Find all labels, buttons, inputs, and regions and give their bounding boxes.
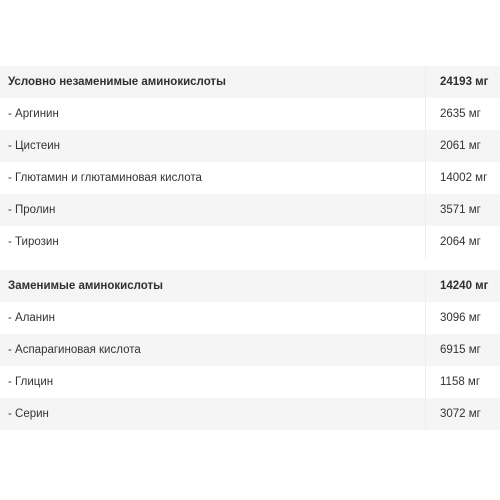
- amino-acid-name: - Тирозин: [0, 226, 426, 258]
- amino-acid-value: 2635 мг: [440, 108, 481, 120]
- section-title: Заменимые аминокислоты: [0, 270, 426, 302]
- section-nonessential: [0, 270, 500, 430]
- section-header-row: [0, 270, 500, 302]
- table-row: [0, 98, 500, 130]
- amino-acid-value: 6915 мг: [440, 344, 481, 356]
- amino-acid-value: 2061 мг: [440, 140, 481, 152]
- section-header-row: [0, 66, 500, 98]
- section-total: 24193 мг: [440, 76, 489, 88]
- table-row: [0, 226, 500, 258]
- amino-acid-name: - Аргинин: [0, 98, 426, 130]
- table-row: [0, 130, 500, 162]
- table-row: [0, 398, 500, 430]
- amino-acid-name: - Серин: [0, 398, 426, 430]
- amino-acid-name: - Пролин: [0, 194, 426, 226]
- amino-acid-value: 14002 мг: [440, 172, 488, 184]
- amino-acid-value: 1158 мг: [440, 376, 481, 388]
- amino-acid-name: - Аспарагиновая кислота: [0, 334, 426, 366]
- amino-acid-value: 3096 мг: [440, 312, 481, 324]
- section-total: 14240 мг: [440, 280, 489, 292]
- amino-acid-name: - Глицин: [0, 366, 426, 398]
- amino-acid-name: - Аланин: [0, 302, 426, 334]
- amino-acid-value: 3571 мг: [440, 204, 481, 216]
- table-row: [0, 334, 500, 366]
- amino-acid-value: 2064 мг: [440, 236, 481, 248]
- amino-acid-name: - Глютамин и глютаминовая кислота: [0, 162, 426, 194]
- section-divider: [0, 258, 500, 270]
- table-row: [0, 194, 500, 226]
- table-row: [0, 302, 500, 334]
- table-row: [0, 366, 500, 398]
- section-title: Условно незаменимые аминокислоты: [0, 66, 426, 98]
- table-row: [0, 162, 500, 194]
- amino-acid-table: [0, 66, 500, 430]
- amino-acid-value: 3072 мг: [440, 408, 481, 420]
- amino-acid-name: - Цистеин: [0, 130, 426, 162]
- section-conditionally-essential: [0, 66, 500, 258]
